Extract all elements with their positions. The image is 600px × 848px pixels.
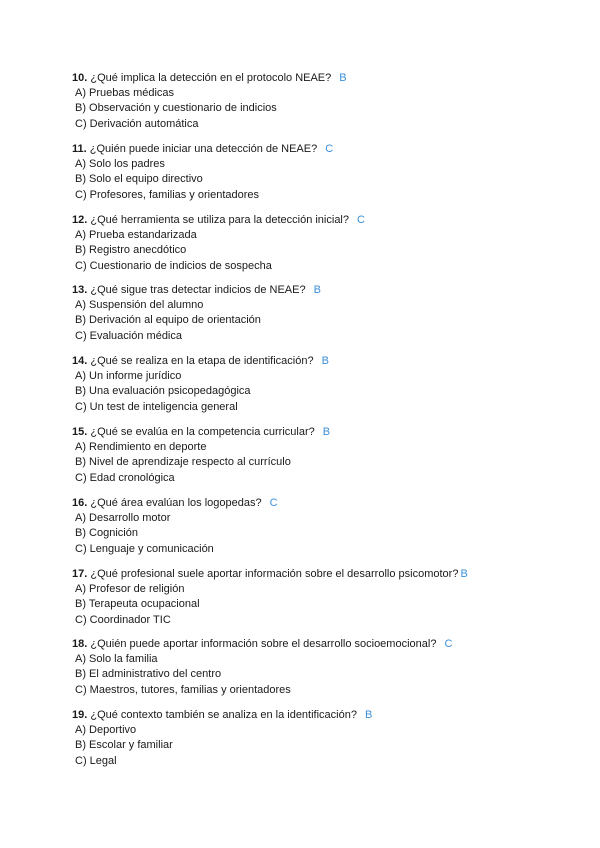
option-b: B) Nivel de aprendizaje respecto al currículo: [75, 456, 291, 469]
question-line: [72, 708, 572, 723]
option-a: A) Profesor de religión: [75, 583, 185, 596]
question-12: [72, 213, 572, 274]
option-b: B) Una evaluación psicopedagógica: [75, 385, 251, 398]
question-number: 12.: [72, 214, 88, 226]
answer-key: C: [269, 497, 278, 509]
option-c: C) Profesores, familias y orientadores: [75, 188, 260, 201]
question-number: 16.: [72, 497, 88, 509]
option-b: B) Derivación al equipo de orientación: [75, 314, 261, 327]
answer-key: B: [313, 284, 321, 296]
question-line: [72, 213, 572, 228]
option-c: C) Cuestionario de indicios de sospecha: [75, 259, 272, 272]
option-b: B) Cognición: [75, 527, 138, 540]
question-line: [72, 567, 572, 582]
question-line: [72, 354, 572, 369]
question-text: ¿Qué herramienta se utiliza para la detección inicial?: [90, 214, 349, 226]
question-text: ¿Qué implica la detección en el protocolo NEAE?: [90, 72, 332, 84]
answer-key: B: [322, 426, 331, 438]
question-text: ¿Quién puede iniciar una detección de NEAE?: [89, 143, 318, 155]
option-a: A) Solo los padres: [75, 158, 165, 171]
option-a: A) Solo la familia: [75, 653, 158, 666]
question-text: ¿Qué se realiza en la etapa de identificación?: [90, 355, 314, 367]
answer-key: B: [321, 355, 329, 367]
question-line: [72, 142, 572, 157]
option-a: A) Un informe jurídico: [75, 370, 182, 383]
question-line: [72, 496, 572, 511]
option-a: A) Rendimiento en deporte: [75, 441, 207, 454]
question-line: [72, 637, 572, 652]
question-16: [72, 496, 572, 557]
answer-key: C: [325, 143, 334, 155]
question-number: 18.: [72, 638, 88, 650]
option-a: A) Suspensión del alumno: [75, 299, 204, 312]
question-13: [72, 283, 572, 344]
option-c: C) Evaluación médica: [75, 329, 182, 342]
question-number: 13.: [72, 284, 88, 296]
question-number: 10.: [72, 72, 88, 84]
question-text: ¿Qué profesional suele aportar información sobre el desarrollo psicomotor?: [90, 568, 459, 580]
question-11: [72, 142, 572, 203]
answer-key: C: [444, 638, 453, 650]
answer-key: C: [357, 214, 365, 226]
answer-key: B: [339, 72, 347, 84]
question-number: 14.: [72, 355, 88, 367]
option-a: A) Desarrollo motor: [75, 512, 171, 525]
option-c: C) Derivación automática: [75, 117, 199, 130]
question-17: [72, 567, 572, 628]
option-a: A) Pruebas médicas: [75, 87, 175, 100]
option-b: B) Escolar y familiar: [75, 739, 173, 752]
question-text: ¿Qué contexto también se analiza en la identificación?: [90, 709, 357, 721]
question-text: ¿Qué área evalúan los logopedas?: [90, 497, 262, 509]
option-c: C) Un test de inteligencia general: [75, 400, 238, 413]
option-b: B) Registro anecdótico: [75, 244, 187, 257]
option-c: C) Maestros, tutores, familias y orientadores: [75, 683, 291, 696]
option-c: C) Legal: [75, 754, 117, 767]
option-a: A) Deportivo: [75, 724, 137, 737]
option-c: C) Edad cronológica: [75, 471, 175, 484]
question-number: 17.: [72, 568, 88, 580]
option-b: B) Solo el equipo directivo: [75, 173, 203, 186]
answer-key: B: [460, 568, 468, 580]
option-b: B) El administrativo del centro: [75, 668, 222, 681]
option-c: C) Lenguaje y comunicación: [75, 542, 214, 555]
question-text: ¿Qué se evalúa en la competencia curricular?: [90, 426, 315, 438]
option-c: C) Coordinador TIC: [75, 613, 171, 626]
question-text: ¿Quién puede aportar información sobre el desarrollo socioemocional?: [90, 638, 437, 650]
option-a: A) Prueba estandarizada: [75, 229, 197, 242]
question-text: ¿Qué sigue tras detectar indicios de NEAE?: [90, 284, 306, 296]
question-line: [72, 71, 572, 86]
option-b: B) Observación y cuestionario de indicios: [75, 102, 277, 115]
question-18: [72, 637, 572, 698]
option-b: B) Terapeuta ocupacional: [75, 598, 200, 611]
question-number: 15.: [72, 426, 88, 438]
question-line: [72, 283, 572, 298]
question-number: 11.: [72, 143, 87, 155]
question-19: [72, 708, 572, 769]
question-line: [72, 425, 572, 440]
question-10: [72, 71, 572, 132]
answer-key: B: [364, 709, 373, 721]
question-15: [72, 425, 572, 486]
question-14: [72, 354, 572, 415]
question-number: 19.: [72, 709, 88, 721]
